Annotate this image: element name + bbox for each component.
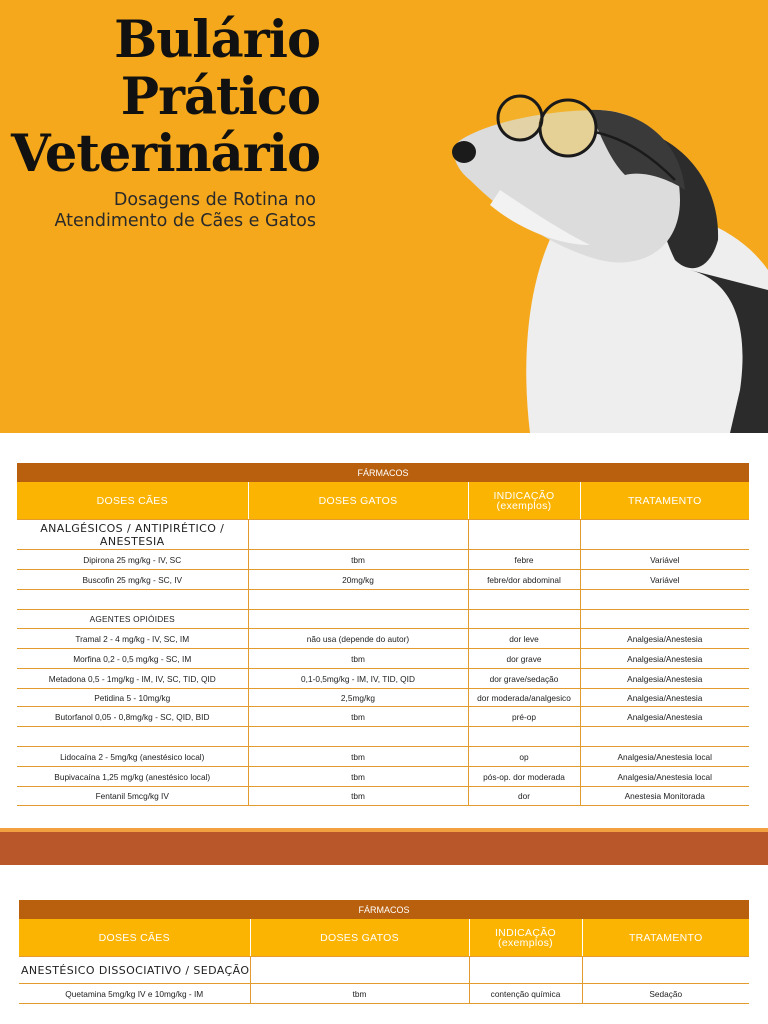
cell-doses-caes: Morfina 0,2 - 0,5 mg/kg - SC, IM bbox=[17, 649, 248, 669]
cell-tratamento: Analgesia/Anestesia local bbox=[580, 767, 749, 787]
header-tratamento: TRATAMENTO bbox=[582, 919, 749, 957]
header-doses-caes: DOSES CÃES bbox=[19, 919, 250, 957]
table-title-row bbox=[19, 900, 749, 919]
cell-indicacao: op bbox=[468, 747, 580, 767]
section-label: ANALGÉSICOS / ANTIPIRÉTICO / ANESTESIA bbox=[17, 520, 248, 550]
cell-doses-caes: Lidocaína 2 - 5mg/kg (anestésico local) bbox=[17, 747, 248, 767]
cover-subtitle-line-1: Dosagens de Rotina no bbox=[113, 190, 316, 210]
cell-doses-gatos: tbm bbox=[248, 747, 468, 767]
cell-indicacao: pré-op bbox=[468, 707, 580, 727]
cell-doses-caes: Dipirona 25 mg/kg - IV, SC bbox=[17, 550, 248, 570]
cell-tratamento: Variável bbox=[580, 550, 749, 570]
cell-doses-gatos: tbm bbox=[250, 984, 469, 1004]
cell-doses-caes: Metadona 0,5 - 1mg/kg - IM, IV, SC, TID, QID bbox=[17, 669, 248, 689]
cell bbox=[468, 520, 580, 550]
table-row bbox=[17, 610, 749, 629]
table-row bbox=[17, 590, 749, 610]
cell-tratamento: Analgesia/Anestesia bbox=[580, 649, 749, 669]
table-row bbox=[19, 957, 749, 984]
cell-doses-gatos: tbm bbox=[248, 550, 468, 570]
cell-indicacao: contenção química bbox=[469, 984, 582, 1004]
table-row bbox=[17, 669, 749, 689]
cover-title bbox=[11, 12, 320, 183]
cell-doses-gatos: tbm bbox=[248, 707, 468, 727]
cell-doses-gatos: tbm bbox=[248, 767, 468, 787]
table-title: FÁRMACOS bbox=[19, 900, 749, 919]
header-tratamento: TRATAMENTO bbox=[580, 482, 749, 520]
cell bbox=[468, 727, 580, 747]
cell bbox=[468, 590, 580, 610]
cell-tratamento: Analgesia/Anestesia bbox=[580, 629, 749, 649]
table-row bbox=[17, 787, 749, 806]
cell bbox=[469, 957, 582, 984]
drug-table-1 bbox=[17, 463, 749, 806]
subsection-label: AGENTES OPIÓIDES bbox=[17, 610, 248, 629]
table-row bbox=[17, 727, 749, 747]
cell-doses-caes: Fentanil 5mcg/kg IV bbox=[17, 787, 248, 806]
cell bbox=[250, 957, 469, 984]
header-indicacao: INDICAÇÃO (exemplos) bbox=[469, 919, 582, 957]
cell-doses-gatos: não usa (depende do autor) bbox=[248, 629, 468, 649]
cover-title-line-2: Prático bbox=[120, 67, 320, 127]
header-doses-gatos: DOSES GATOS bbox=[250, 919, 469, 957]
page-divider bbox=[0, 832, 768, 865]
cell-tratamento: Analgesia/Anestesia bbox=[580, 669, 749, 689]
table-row bbox=[17, 767, 749, 787]
cover-banner bbox=[0, 0, 768, 433]
cell bbox=[580, 590, 749, 610]
table-header-row bbox=[19, 919, 749, 957]
table-row bbox=[17, 747, 749, 767]
cell bbox=[580, 520, 749, 550]
table-row bbox=[17, 707, 749, 727]
cell bbox=[580, 727, 749, 747]
cell bbox=[248, 520, 468, 550]
cell bbox=[582, 957, 749, 984]
cell-indicacao: dor leve bbox=[468, 629, 580, 649]
drug-table-2 bbox=[19, 900, 749, 1004]
table-title-row bbox=[17, 463, 749, 482]
cell bbox=[17, 727, 248, 747]
section-label: ANESTÉSICO DISSOCIATIVO / SEDAÇÃO bbox=[19, 957, 250, 984]
cell-doses-gatos: 0,1-0,5mg/kg - IM, IV, TID, QID bbox=[248, 669, 468, 689]
cell-indicacao: febre bbox=[468, 550, 580, 570]
cell-tratamento: Analgesia/Anestesia local bbox=[580, 747, 749, 767]
cell-tratamento: Variável bbox=[580, 570, 749, 590]
cell-indicacao: febre/dor abdominal bbox=[468, 570, 580, 590]
cell-doses-gatos: tbm bbox=[248, 787, 468, 806]
table-row bbox=[17, 689, 749, 707]
cell-indicacao: dor grave bbox=[468, 649, 580, 669]
dog-with-glasses-illustration bbox=[440, 70, 768, 433]
header-doses-caes: DOSES CÃES bbox=[17, 482, 248, 520]
cell-doses-caes: Butorfanol 0,05 - 0,8mg/kg - SC, QID, BID bbox=[17, 707, 248, 727]
cell bbox=[580, 610, 749, 629]
header-doses-gatos: DOSES GATOS bbox=[248, 482, 468, 520]
cell-doses-gatos: 20mg/kg bbox=[248, 570, 468, 590]
cell bbox=[248, 727, 468, 747]
cell bbox=[17, 590, 248, 610]
cell-doses-caes: Bupivacaína 1,25 mg/kg (anestésico local) bbox=[17, 767, 248, 787]
cell-tratamento: Analgesia/Anestesia bbox=[580, 689, 749, 707]
cell-tratamento: Sedação bbox=[582, 984, 749, 1004]
cover-title-line-1: Bulário bbox=[114, 10, 320, 70]
table-row bbox=[17, 629, 749, 649]
table-header-row bbox=[17, 482, 749, 520]
cover-subtitle bbox=[54, 190, 316, 232]
cell-doses-gatos: 2,5mg/kg bbox=[248, 689, 468, 707]
cover-title-line-3: Veterinário bbox=[11, 124, 320, 184]
table-title: FÁRMACOS bbox=[17, 463, 749, 482]
cell-tratamento: Anestesia Monitorada bbox=[580, 787, 749, 806]
cell-tratamento: Analgesia/Anestesia bbox=[580, 707, 749, 727]
table-row bbox=[17, 570, 749, 590]
cell-indicacao: dor moderada/analgesico bbox=[468, 689, 580, 707]
cell bbox=[248, 590, 468, 610]
table-row bbox=[17, 550, 749, 570]
cell-doses-caes: Buscofin 25 mg/kg - SC, IV bbox=[17, 570, 248, 590]
table-row bbox=[17, 520, 749, 550]
table-row bbox=[19, 984, 749, 1004]
cell-doses-caes: Quetamina 5mg/kg IV e 10mg/kg - IM bbox=[19, 984, 250, 1004]
cell bbox=[248, 610, 468, 629]
cell-indicacao: dor grave/sedação bbox=[468, 669, 580, 689]
cover-subtitle-line-2: Atendimento de Cães e Gatos bbox=[54, 211, 316, 231]
cell-indicacao: pós-op. dor moderada bbox=[468, 767, 580, 787]
cell-doses-caes: Tramal 2 - 4 mg/kg - IV, SC, IM bbox=[17, 629, 248, 649]
cell-doses-caes: Petidina 5 - 10mg/kg bbox=[17, 689, 248, 707]
cell-doses-gatos: tbm bbox=[248, 649, 468, 669]
cell bbox=[468, 610, 580, 629]
table-row bbox=[17, 649, 749, 669]
header-indicacao: INDICAÇÃO (exemplos) bbox=[468, 482, 580, 520]
cell-indicacao: dor bbox=[468, 787, 580, 806]
